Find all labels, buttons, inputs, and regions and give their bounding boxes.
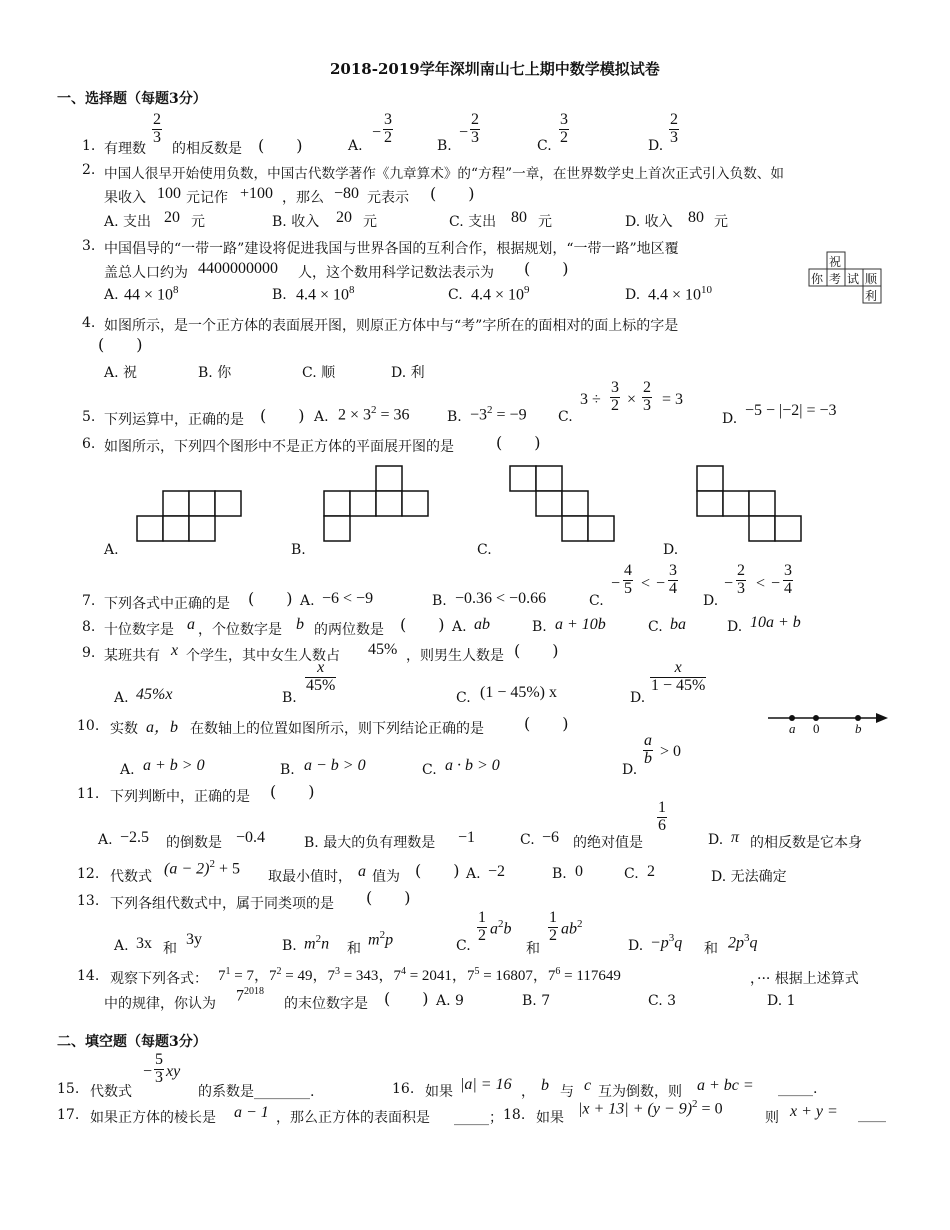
answer-blank[interactable]: ( ) bbox=[366, 888, 411, 907]
blank-16[interactable]: _____. bbox=[778, 1081, 818, 1097]
answer-blank[interactable]: ( ) bbox=[415, 861, 460, 880]
blank-18[interactable]: ____ bbox=[858, 1107, 886, 1123]
net-cell-ni: 你 bbox=[811, 272, 824, 286]
answer-blank[interactable]: ( ) bbox=[270, 782, 315, 801]
net-cell-kao: 考 bbox=[829, 272, 842, 286]
answer-blank[interactable]: ( ) bbox=[496, 433, 541, 452]
net-cell-zhu: 祝 bbox=[829, 255, 842, 269]
answer-blank[interactable]: ( ) bbox=[98, 335, 143, 354]
blank-15[interactable]: 的系数是________. bbox=[198, 1084, 315, 1100]
answer-blank[interactable]: ( ) bbox=[400, 615, 445, 634]
axis-label-b: b bbox=[855, 721, 862, 736]
answer-blank[interactable]: ( ) bbox=[514, 641, 559, 660]
answer-blank[interactable]: ( ) bbox=[430, 184, 475, 203]
answer-blank[interactable]: ( ) bbox=[524, 259, 569, 278]
answer-blank[interactable]: ( ) bbox=[524, 714, 569, 733]
page-title: 2018-2019学年深圳南山七上期中数学模拟试卷 bbox=[330, 60, 660, 78]
section-fill-heading: 二、填空题（每题3分） bbox=[57, 1034, 207, 1050]
net-cell-li: 利 bbox=[865, 289, 878, 303]
blank-17[interactable]: _____； bbox=[454, 1110, 503, 1126]
q1-fraction: $\frac{2}{3}$ bbox=[153, 111, 161, 146]
answer-blank[interactable]: ( ) bbox=[260, 406, 305, 425]
net-cell-shun: 顺 bbox=[865, 272, 878, 286]
answer-blank[interactable]: ( ) bbox=[258, 136, 303, 155]
answer-blank[interactable]: ( ) bbox=[248, 589, 293, 608]
section-choice-heading: 一、选择题（每题3分） bbox=[57, 91, 207, 107]
axis-label-0: 0 bbox=[813, 721, 820, 736]
net-cell-shi: 试 bbox=[847, 272, 860, 286]
answer-blank[interactable]: ( ) bbox=[384, 989, 429, 1008]
axis-label-a: a bbox=[789, 721, 796, 736]
